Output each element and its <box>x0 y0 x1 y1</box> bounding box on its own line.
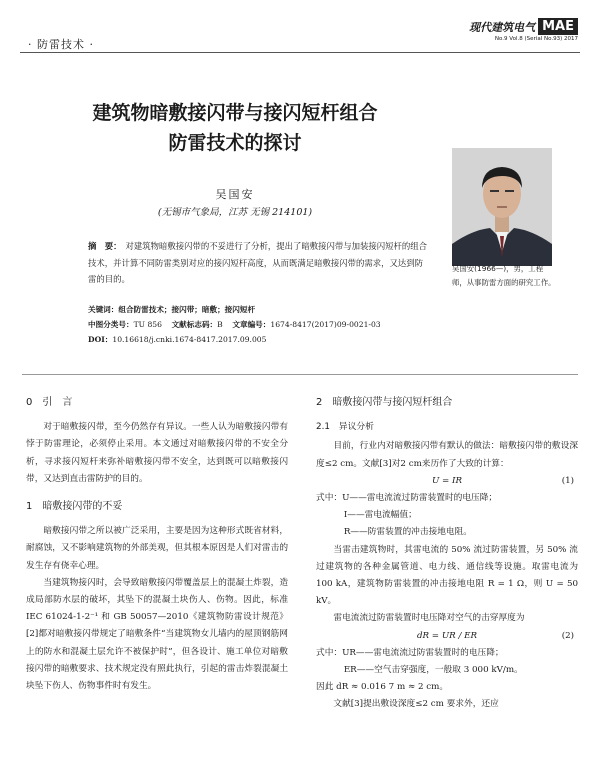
left-column <box>26 390 288 695</box>
author-affiliation: (无锡市气象局，江苏 无锡 214101) <box>157 207 313 218</box>
section-2-1-paragraph-2: 当雷击建筑物时，其雷电流的 50% 流过防雷装置，另 50% 流过建筑物的各种金属管道、电力线、通信线等设施。取雷电流为 100 kA，建筑物防雷装置的冲击接地电阻 R = 1 Ω，则 U = 50 kV。 <box>316 544 578 607</box>
journal-header <box>469 16 578 42</box>
heading-introduction: 0 引 言 <box>26 397 73 408</box>
heading-section-2-1: 2.1 异议分析 <box>316 422 374 433</box>
issue-info: No.9 Vol.8 (Serial No.93) 2017 <box>494 36 578 42</box>
equation-1-number: (1) <box>561 475 574 486</box>
equation-2-number: (2) <box>561 630 574 641</box>
doc-code-label: 文献标志码： <box>171 320 218 329</box>
equation-1 <box>316 473 578 490</box>
abstract-text: 对建筑物暗敷接闪带的不妥进行了分析，提出了暗敷接闪带与加装接闪短杆的组合技术，并计算不同防雷类别对应的接闪短杆高度，从而既满足暗敷接闪带的需求，又达到防雷的目的。 <box>88 241 427 284</box>
eq1-def-r: R——防雷装置的冲击接地电阻。 <box>343 527 472 538</box>
author-bio: 吴国安(1966—)，男，工程师，从事防雷方面的研究工作。 <box>452 264 556 287</box>
equation-2 <box>316 628 578 645</box>
author-portrait-image <box>452 148 552 266</box>
section-2-1-paragraph-4: 文献[3]提出敷设深度≤2 cm 要求外，还应 <box>333 699 499 710</box>
section-divider <box>22 374 578 375</box>
eq2-def-er: ER——空气击穿强度，一般取 3 000 kV/m。 <box>343 665 523 676</box>
heading-section-2: 2 暗敷接闪带与接闪短杆组合 <box>316 397 453 408</box>
section-1-paragraph-2: 当建筑物接闪时，会导致暗敷接闪带覆盖层上的混凝土炸裂，造成局部防水层的破坏，其坠下的混凝土块伤人、伤物。因此，标准 IEC 61024-1-2⁻¹ 和 GB 50057—2010《建筑物防雷设计规范》[2]都对暗敷接闪带规定了暗敷条件“当建筑物女儿墙内的屋顶钢筋网上的防水和混凝土层允许不被保护时”，但各设计、施工单位对暗敷接闪带的暗敷要求、技术规定没有照此执行，引起的雷击炸裂混凝土块坠下伤人、伤物事件时有发生。 <box>26 577 288 692</box>
keywords-line <box>88 302 528 317</box>
journal-name: 现代建筑电气 <box>469 20 536 34</box>
article-no-label: 文章编号： <box>232 320 271 329</box>
abstract-label: 摘 要： <box>88 241 122 251</box>
intro-paragraph: 对于暗敷接闪带，至今仍然存有异议。一些人认为暗敷接闪带有悖于防雷理论，必须停止采用。本文通过对暗敷接闪带的不安全分析，寻求接闪短杆来弥补暗敷接闪带不安全，达到既可以暗敷接闪带，又达到直击雷防护的目的。 <box>26 422 288 484</box>
eq1-def-u: 式中：U——雷电流流过防雷装置时的电压降； <box>316 493 498 504</box>
article-no: 1674-8417(2017)09-0021-03 <box>270 320 381 329</box>
clc-code: TU 856 <box>133 320 162 329</box>
clc-label: 中图分类号： <box>88 320 134 329</box>
article-title <box>40 98 430 158</box>
header-rule <box>20 52 580 53</box>
classification-line <box>88 317 528 332</box>
equation-2-body: dR = UR / ER <box>416 630 478 641</box>
section-tag: · 防雷技术 · <box>28 38 94 51</box>
eq2-result: 因此 dR ≈ 0.016 7 m ≈ 2 cm。 <box>316 682 449 693</box>
keywords-label: 关键词： <box>88 305 119 314</box>
abstract <box>88 238 428 288</box>
eq1-def-i: I——雷电流幅值； <box>343 510 417 521</box>
eq2-def-ur: 式中：UR——雷电流流过防雷装置时的电压降； <box>316 647 504 658</box>
author-name: 吴国安 <box>215 188 255 201</box>
doi: 10.16618/j.cnki.1674-8417.2017.09.005 <box>112 335 267 344</box>
title-line-2: 防雷技术的探讨 <box>168 132 302 154</box>
article-meta <box>88 302 528 347</box>
journal-logo: MAE <box>538 18 578 35</box>
section-2-1-paragraph-3: 雷电流流过防雷装置时电压降对空气的击穿厚度为 <box>333 613 525 624</box>
heading-section-1: 1 暗敷接闪带的不妥 <box>26 501 123 513</box>
author-photo <box>452 148 552 266</box>
title-line-1: 建筑物暗敷接闪带与接闪短杆组合 <box>92 102 378 124</box>
doi-label: DOI： <box>88 335 113 344</box>
section-2-1-paragraph-1: 目前，行业内对暗敷接闪带有默认的做法：暗敷接闪带的敷设深度≤2 cm。文献[3]对2 cm来历作了大致的计算： <box>316 441 578 469</box>
doi-line <box>88 332 528 347</box>
section-1-paragraph-1: 暗敷接闪带之所以被广泛采用，主要是因为这种形式既省材料，耐腐蚀，又不影响建筑物的外部美观，但其根本原因是人们对雷击的发生存有侥幸心理。 <box>26 526 288 571</box>
right-column <box>316 390 578 714</box>
doc-code: B <box>217 320 223 329</box>
equation-1-body: U = IR <box>431 475 463 486</box>
keywords: 组合防雷技术；接闪带；暗敷；接闪短杆 <box>118 305 256 314</box>
